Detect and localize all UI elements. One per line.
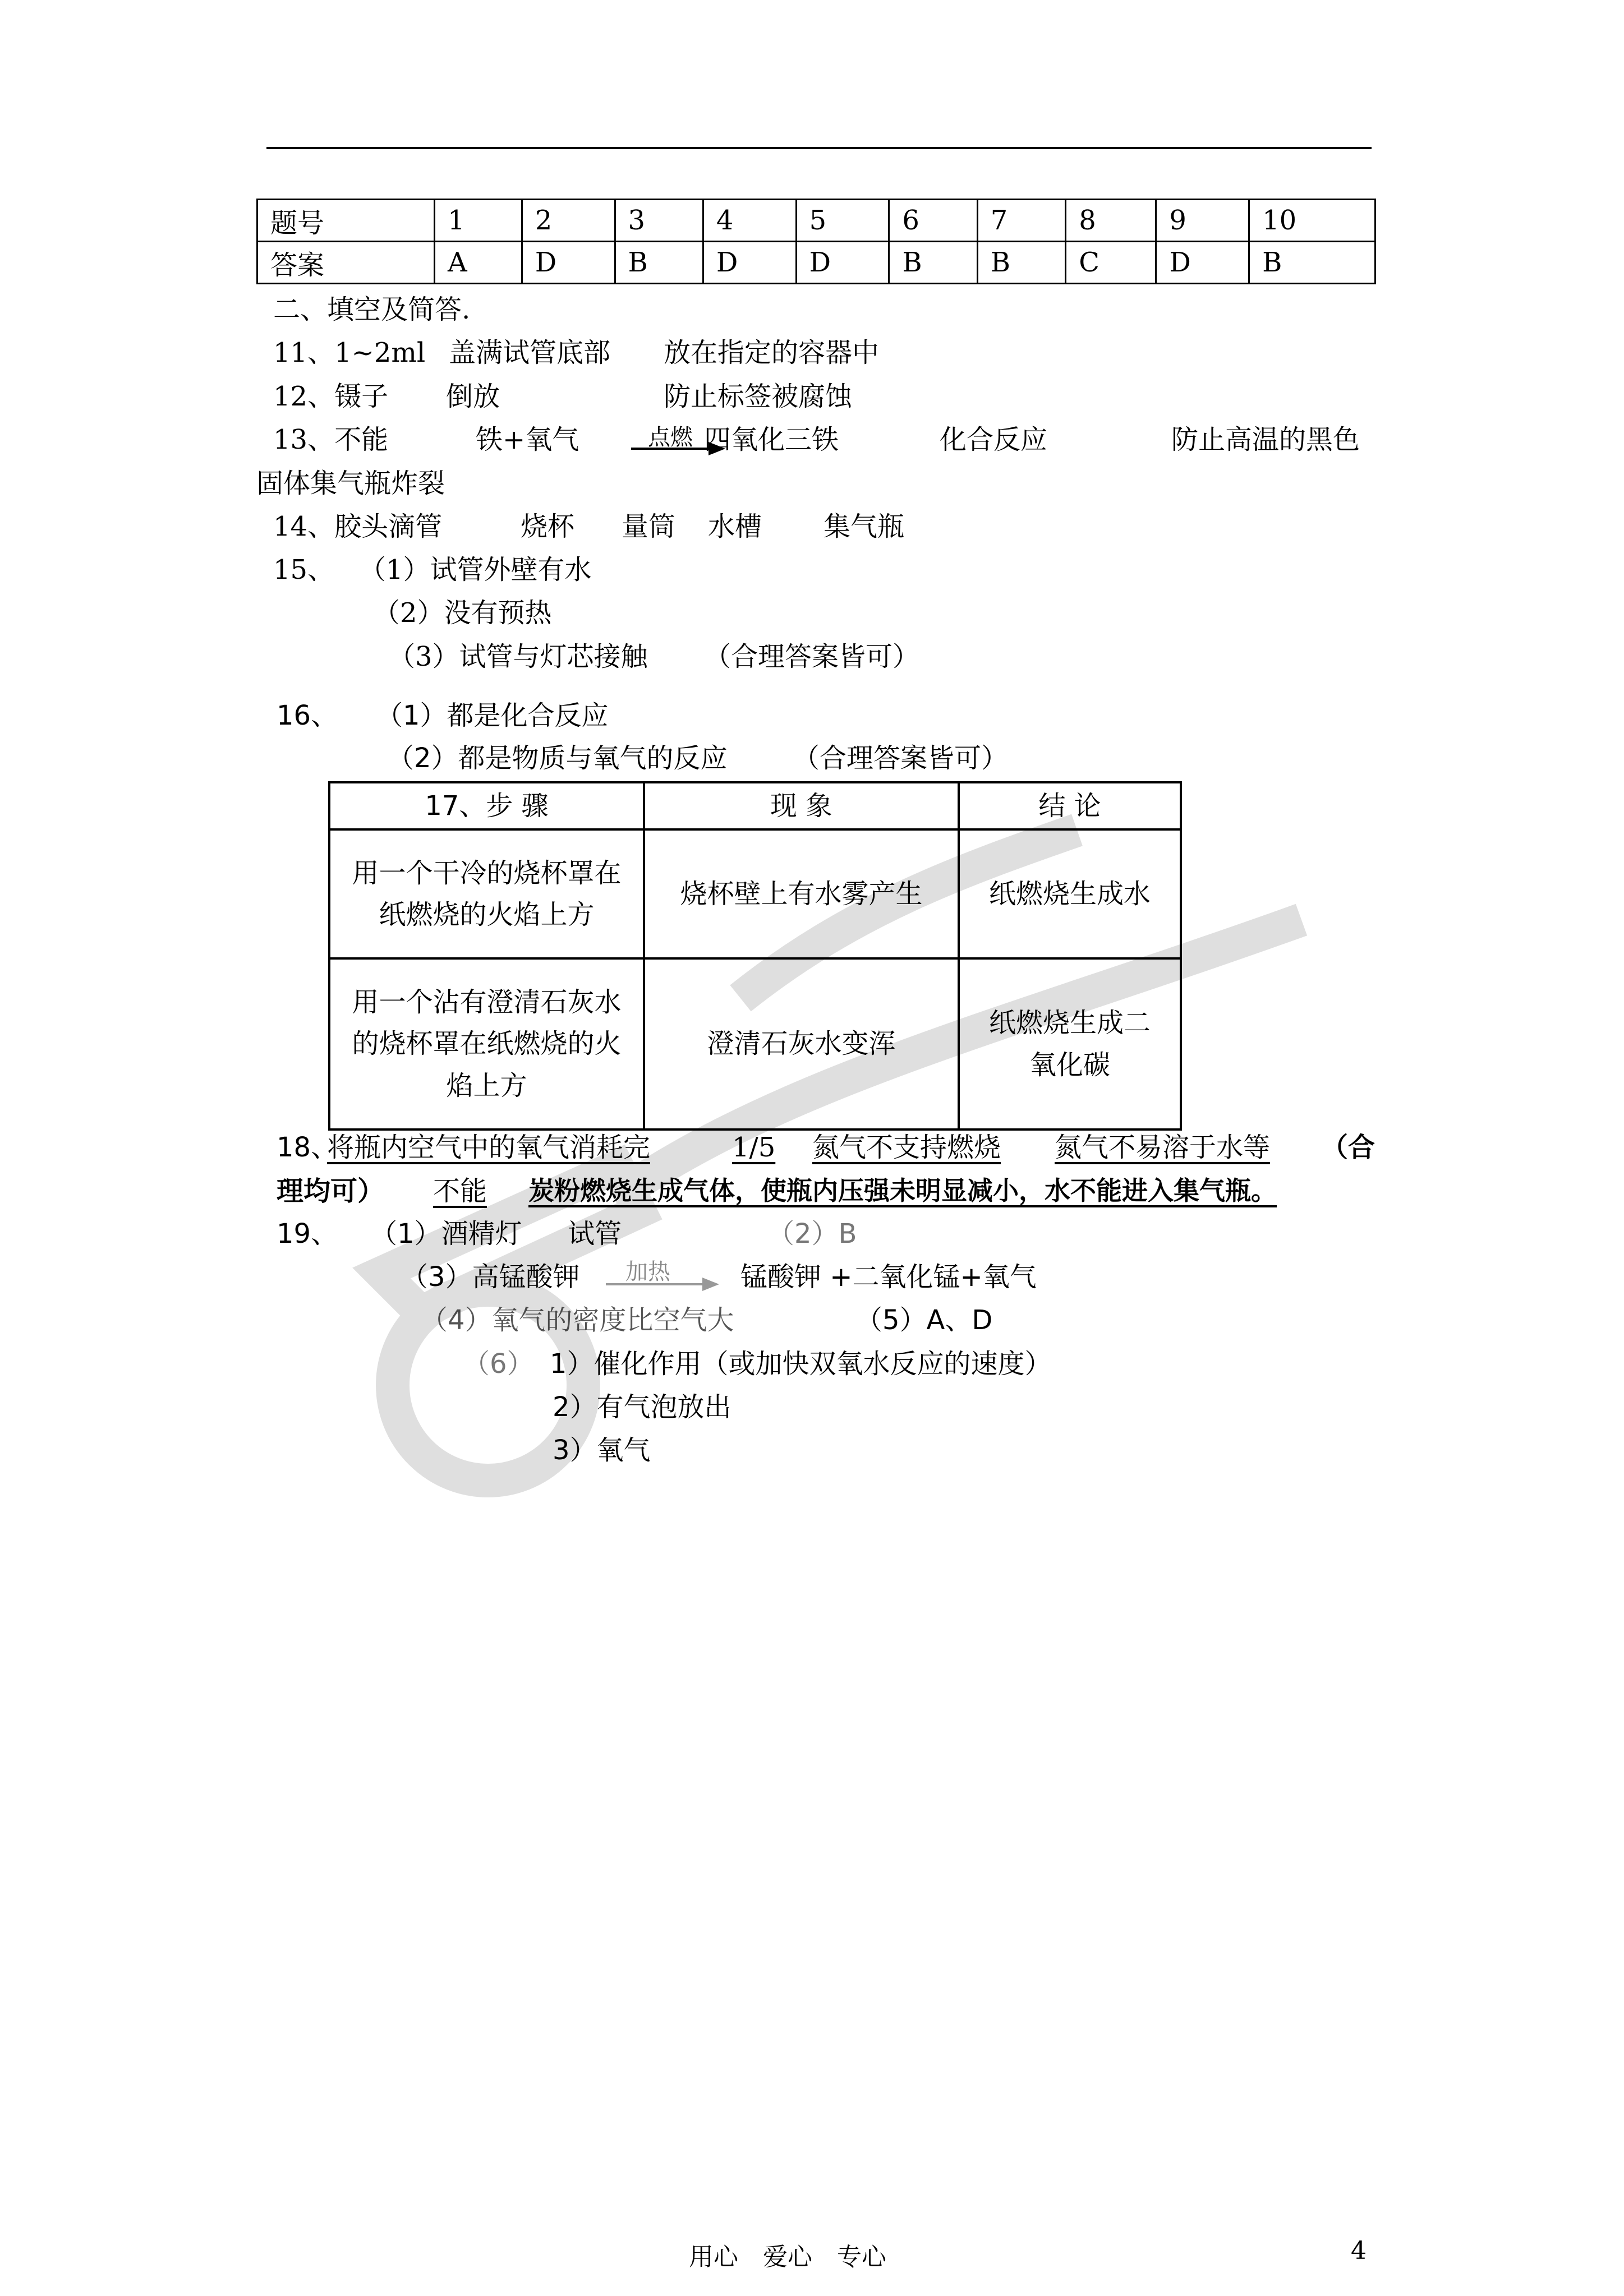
q16-number: 16、: [277, 700, 338, 731]
page-number: 4: [1351, 2237, 1367, 2265]
q18-answer-h: 炭粉燃烧生成气体，使瓶内压强未明显减小，水不能进入集气瓶。: [528, 1175, 1277, 1206]
watermark-logo-icon: [348, 684, 1358, 1497]
q12-line: [273, 383, 388, 410]
q11-answer-a: 1~2ml: [334, 337, 426, 368]
q18-answer-a: 将瓶内空气中的氧气消耗完: [327, 1132, 651, 1163]
table-cell: 10: [1249, 200, 1375, 242]
table-row: [257, 242, 1375, 284]
table-header-conclusion: 结 论: [959, 782, 1181, 829]
q19-answer-i: 1）催化作用（或加快双氧水反应的速度）: [550, 1348, 1052, 1380]
q13-answer-b: 铁+氧气: [476, 424, 579, 455]
q14-line: [273, 513, 442, 540]
q19-answer-g: （5）A、D: [855, 1304, 993, 1336]
table-cell: 3: [615, 200, 703, 242]
q13-line: [273, 426, 388, 453]
q13-number: 13、: [273, 424, 335, 455]
q13-answer-e: 防止高温的黑色: [1171, 424, 1360, 455]
q12-number: 12、: [273, 381, 335, 412]
table-cell: A: [434, 242, 522, 284]
phenomenon-cell: 烧杯壁上有水雾产生: [644, 829, 959, 958]
answer-table: [256, 199, 1376, 284]
conclusion-cell: 纸燃烧生成二氧化碳: [959, 958, 1181, 1129]
step-cell: 用一个沾有澄清石灰水的烧杯罩在纸燃烧的火焰上方: [329, 958, 644, 1129]
phenomenon-cell: 澄清石灰水变浑: [644, 958, 959, 1129]
q16-answer-c: （合理答案皆可）: [793, 743, 1009, 774]
q14-answer-d: 水槽: [708, 511, 762, 542]
q12-answer-b: 倒放: [446, 381, 500, 412]
table-cell: B: [615, 242, 703, 284]
q19-answer-b: 试管: [568, 1218, 622, 1250]
q18-answer-b: 1/5: [732, 1132, 776, 1163]
q14-answer-b: 烧杯: [521, 511, 575, 542]
q11-answer-c: 放在指定的容器中: [664, 337, 880, 368]
q19-number: 19、: [277, 1218, 338, 1250]
q13-answer-d: 化合反应: [940, 424, 1048, 455]
q13-answer-a: 不能: [334, 424, 389, 455]
q14-number: 14、: [273, 511, 335, 542]
q13-arrow-label: 点燃: [648, 425, 693, 450]
table-cell: 6: [889, 200, 977, 242]
q19-answer-e: 锰酸钾 +二氧化锰+氧气: [740, 1261, 1037, 1293]
table-cell: C: [1066, 242, 1156, 284]
table-cell: 8: [1066, 200, 1156, 242]
table-cell: 7: [977, 200, 1065, 242]
table-cell: 题号: [257, 200, 435, 242]
q18-number: 18、: [277, 1132, 338, 1163]
q19-answer-f: （4）氧气的密度比空气大: [421, 1304, 734, 1336]
table-cell: B: [1249, 242, 1375, 284]
q18-answer-c: 氮气不支持燃烧: [812, 1132, 1001, 1163]
q15-answer-a: （1）试管外壁有水: [359, 554, 592, 585]
q18-answer-d: 氮气不易溶于水等: [1055, 1132, 1271, 1163]
step-cell: 用一个干冷的烧杯罩在纸燃烧的火焰上方: [329, 829, 644, 958]
q19-answer-d: （3）高锰酸钾: [401, 1261, 580, 1293]
table-cell: B: [977, 242, 1065, 284]
table-cell: 答案: [257, 242, 435, 284]
header-rule: [266, 147, 1372, 149]
q19-answer-j: 2）有气泡放出: [553, 1391, 732, 1423]
q11-answer-b: 盖满试管底部: [449, 337, 611, 368]
table-cell: D: [522, 242, 615, 284]
q19-answer-a: （1）酒精灯: [370, 1218, 522, 1250]
footer-text: 用心 爱心 专心: [689, 2243, 886, 2271]
conclusion-cell: 纸燃烧生成水: [959, 829, 1181, 958]
q19-answer-k: 3）氧气: [553, 1435, 651, 1466]
q14-answer-c: 量筒: [622, 511, 676, 542]
q15-answer-c: （3）试管与灯芯接触: [388, 641, 648, 672]
table-cell: D: [1156, 242, 1249, 284]
q13-answer-c: 四氧化三铁: [704, 424, 839, 455]
section-heading: 二、填空及简答.: [273, 294, 471, 325]
q12-answer-c: 防止标签被腐蚀: [664, 381, 853, 412]
q19-arrow-label: 加热: [625, 1259, 670, 1285]
q18-answer-e: （合: [1321, 1132, 1375, 1163]
q14-answer-a: 胶头滴管: [334, 511, 443, 542]
q19-answer-h: （6）: [463, 1348, 534, 1380]
q11-line: [273, 339, 425, 366]
table-cell: B: [889, 242, 977, 284]
q16-answer-a: （1）都是化合反应: [376, 700, 609, 731]
q18-answer-g: 不能: [433, 1175, 487, 1207]
table-cell: 9: [1156, 200, 1249, 242]
q18-answer-f: 理均可）: [277, 1175, 385, 1207]
table-cell: 1: [434, 200, 522, 242]
q15-answer-b: （2）没有预热: [373, 597, 552, 629]
q14-answer-e: 集气瓶: [823, 511, 905, 542]
table-cell: 4: [703, 200, 796, 242]
q13-answer-f: 固体集气瓶炸裂: [256, 468, 445, 499]
q15-answer-d: （合理答案皆可）: [704, 641, 920, 672]
table-cell: D: [796, 242, 889, 284]
table-header-phenomenon: 现 象: [644, 782, 959, 829]
q16-answer-b: （2）都是物质与氧气的反应: [387, 743, 728, 774]
q12-answer-a: 镊子: [334, 381, 389, 412]
table-cell: 5: [796, 200, 889, 242]
q11-number: 11、: [273, 337, 335, 368]
table-row: [257, 200, 1375, 242]
table-header-step: 17、步 骤: [329, 782, 644, 829]
table-cell: D: [703, 242, 796, 284]
q19-answer-c: （2）B: [767, 1218, 857, 1250]
arrow-shaft: [631, 448, 710, 450]
table-cell: 2: [522, 200, 615, 242]
q15-number: 15、: [273, 554, 335, 585]
